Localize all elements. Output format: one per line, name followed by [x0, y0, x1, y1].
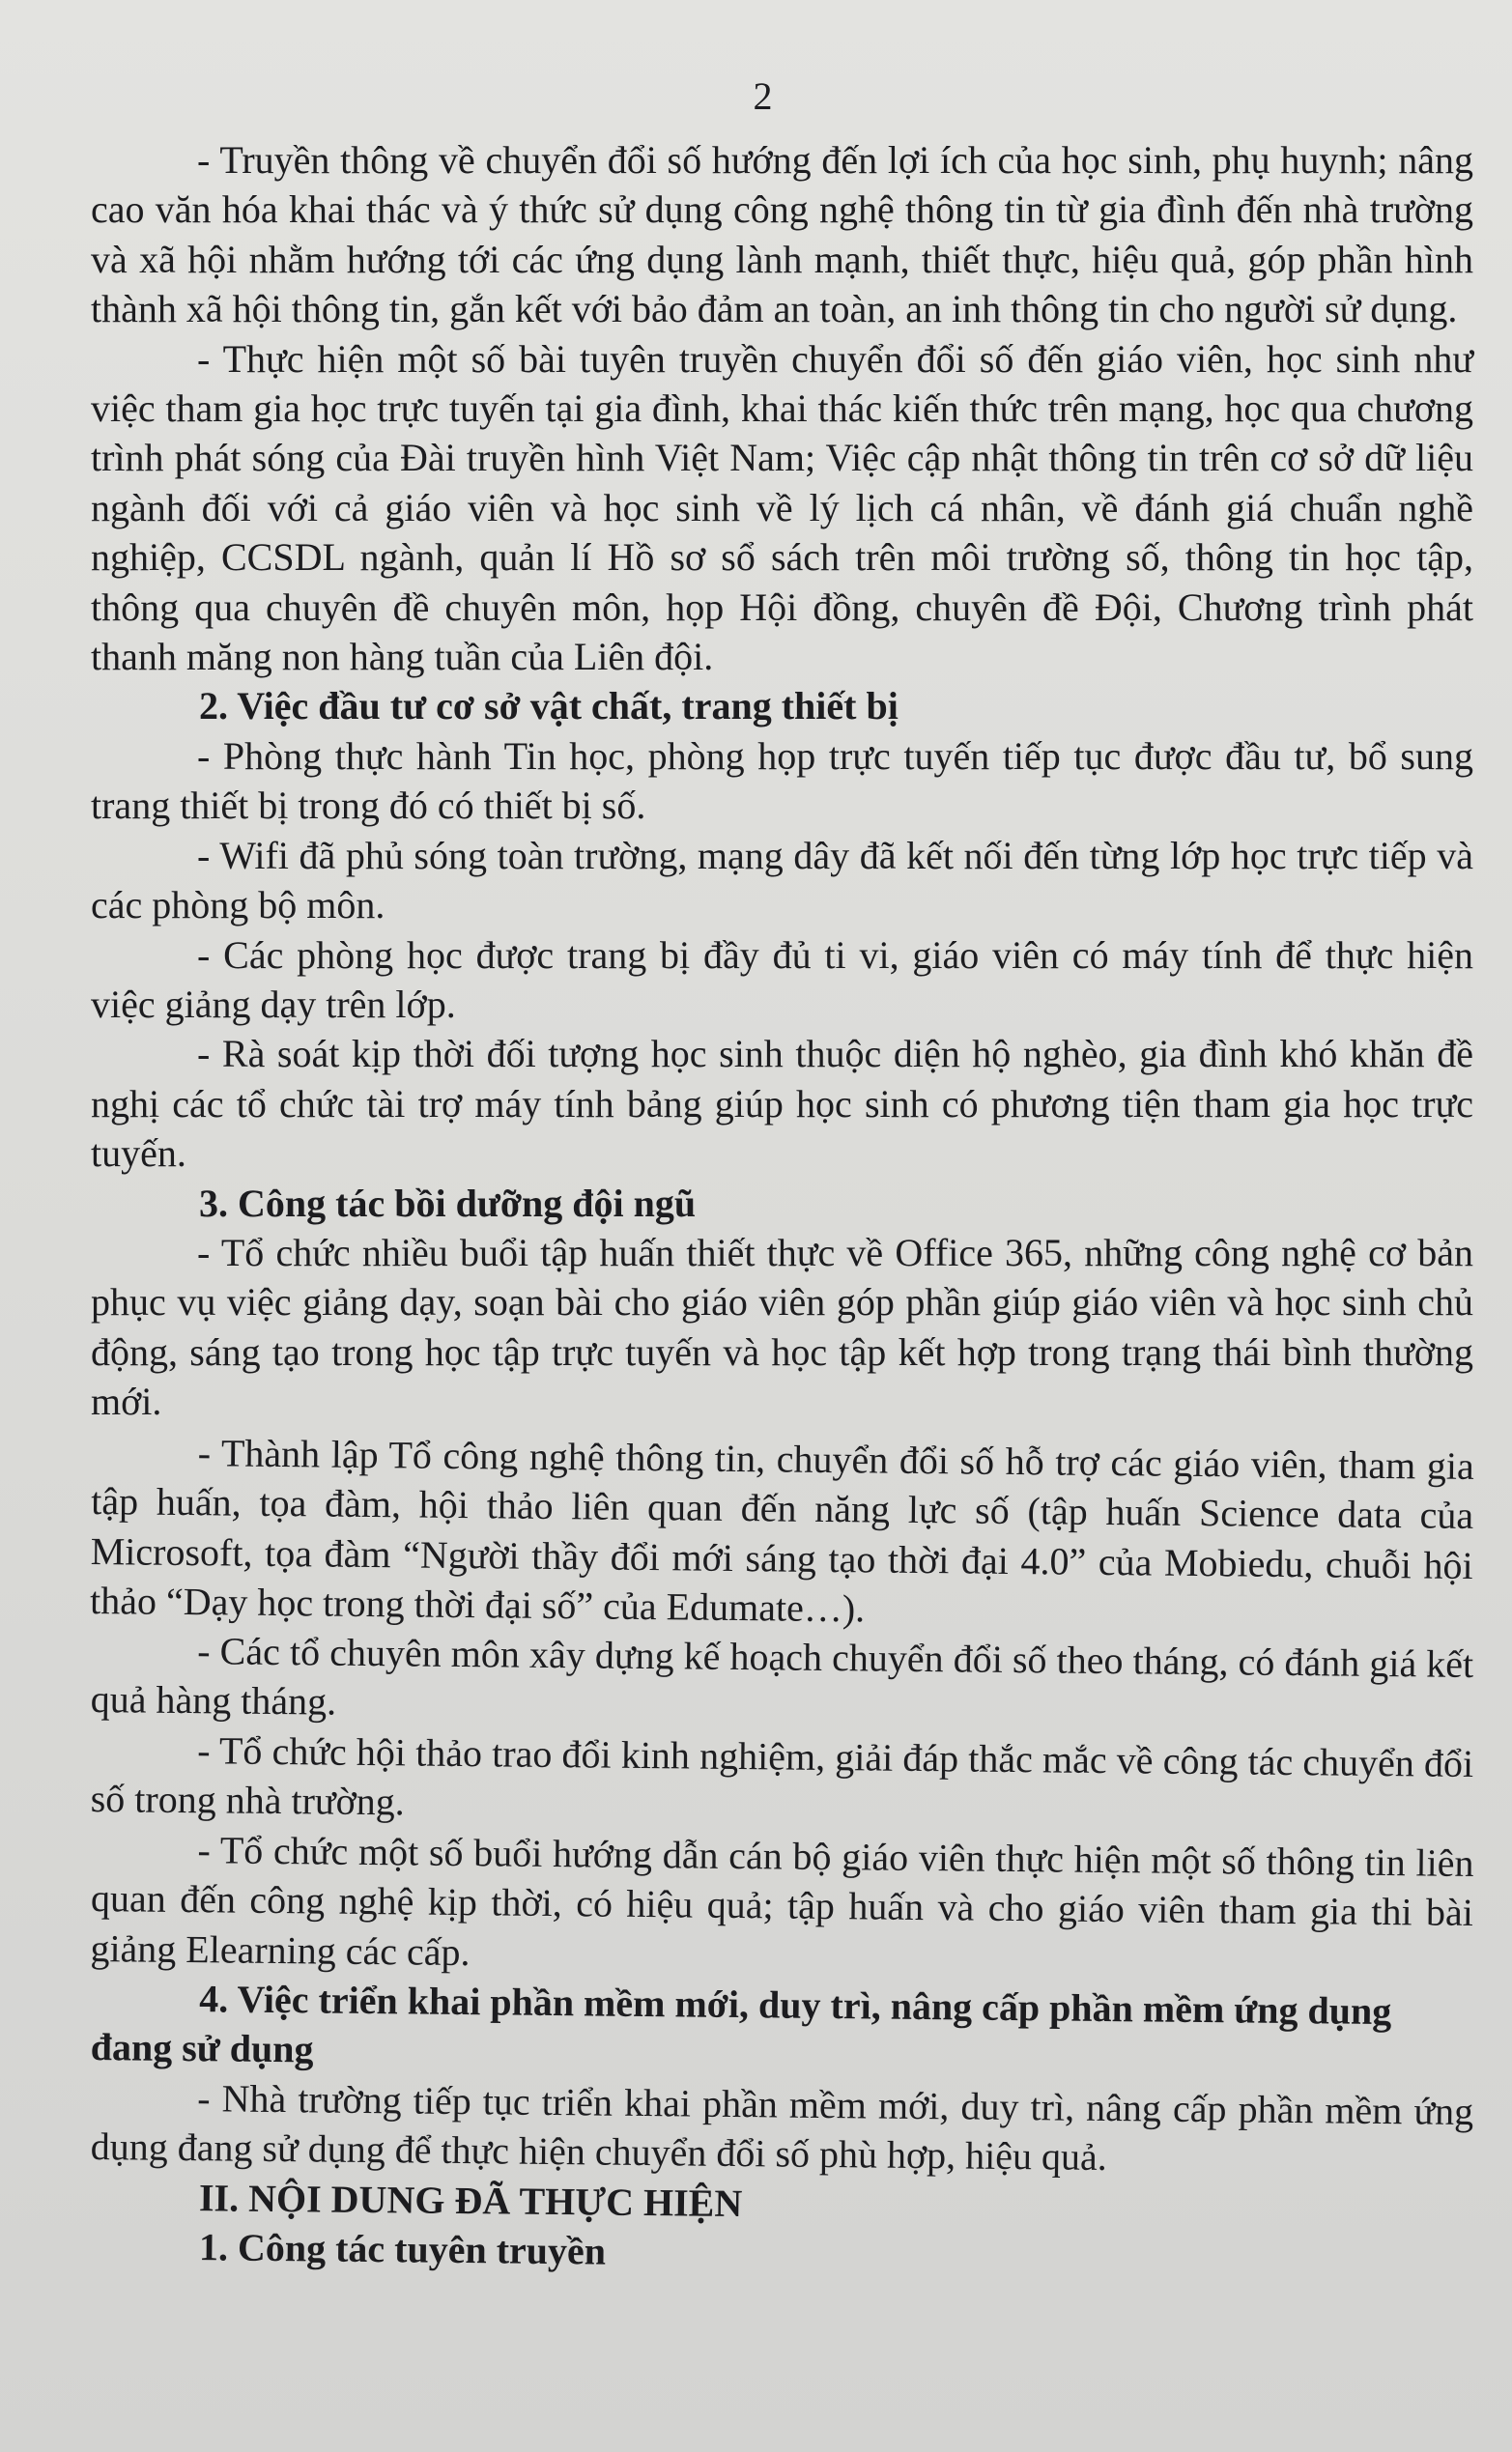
paragraph-guidance-sessions: - Tổ chức một số buổi hướng dẫn cán bộ giáo viên thực hiện một số thông tin liên quan đến công nghệ kịp thời, có hiệu quả; tập huấn và cho giáo viên tham gia thi bài giảng Elearning các cấp. [90, 1827, 1474, 1974]
page-number: 2 [753, 74, 773, 118]
section-heading-communication-work: 1. Công tác tuyên truyền [198, 2225, 607, 2273]
paragraph-monthly-plan: - Các tổ chuyên môn xây dựng kế hoạch chuyển đổi số theo tháng, có đánh giá kết quả hàng tháng. [90, 1629, 1474, 1725]
paragraph-communication-benefits: - Truyền thông về chuyển đổi số hướng đến lợi ích của học sinh, phụ huynh; nâng cao văn hóa khai thác và ý thức sử dụng công nghệ thông tin từ gia đình đến nhà trường và xã hội nhằm hướng tới các ứng dụng lành mạnh, thiết thực, hiệu quả, góp phần hình thành xã hội thông tin, gắn kết với bảo đảm an toàn, an inh thông tin cho người sử dụng. [91, 138, 1473, 331]
paragraph-classroom-tv: - Các phòng học được trang bị đầy đủ ti vi, giáo viên có máy tính để thực hiện việc giảng dạy trên lớp. [91, 932, 1473, 1026]
document-body [89, 135, 1474, 2273]
paragraph-software-deployment: - Nhà trường tiếp tục triển khai phần mềm mới, duy trì, nâng cấp phần mềm ứng dụng đang sử dụng để thực hiện chuyển đổi số phù hợp, hiệu quả. [90, 2075, 1474, 2180]
section-heading-implemented-content: II. NỘI DUNG ĐÃ THỰC HIỆN [198, 2175, 743, 2225]
paragraph-computer-lab: - Phòng thực hành Tin học, phòng họp trực tuyến tiếp tục được đầu tư, bổ sung trang thiết bị trong đó có thiết bị số. [91, 733, 1473, 828]
paragraph-workshop: - Tổ chức hội thảo trao đổi kinh nghiệm, giải đáp thắc mắc về công tác chuyển đổi số trong nhà trường. [90, 1728, 1474, 1824]
paragraph-tablet-support: - Rà soát kịp thời đối tượng học sinh thuộc diện hộ nghèo, gia đình khó khăn đề nghị các tổ chức tài trợ máy tính bảng giúp học sinh có phương tiện tham gia học trực tuyến. [91, 1032, 1473, 1176]
paragraph-it-team: - Thành lập Tổ công nghệ thông tin, chuyển đổi số hỗ trợ các giáo viên, tham gia tập huấn, tọa đàm, hội thảo liên quan đến năng lực số (tập huấn Science data của Microsoft, tọa đàm “Người thầy đổi mới sáng tạo thời đại 4.0” của Mobiedu, chuỗi hội thảo “Dạy học trong thời đại số” của Edumate…). [89, 1430, 1474, 1631]
section-heading-software: 4. Việc triển khai phần mềm mới, duy trì, nâng cấp phần mềm ứng dụng đang sử dụng [90, 1977, 1392, 2071]
paragraph-office365-training: - Tổ chức nhiều buổi tập huấn thiết thực về Office 365, những công nghệ cơ bản phục vụ việc giảng dạy, soạn bài cho giáo viên góp phần giúp giáo viên và học sinh chủ động, sáng tạo trong học tập trực tuyến và học tập kết hợp trong trạng thái bình thường mới. [91, 1230, 1473, 1424]
paragraph-propaganda-activities: - Thực hiện một số bài tuyên truyền chuyển đổi số đến giáo viên, học sinh như việc tham gia học trực tuyến tại gia đình, khai thác kiến thức trên mạng, học qua chương trình phát sóng của Đài truyền hình Việt Nam; Việc cập nhật thông tin trên cơ sở dữ liệu ngành đối với cả giáo viên và học sinh về lý lịch cá nhân, về đánh giá chuẩn nghề nghiệp, CCSDL ngành, quản lí Hồ sơ sổ sách trên môi trường số, thông tin học tập, thông qua chuyên đề chuyên môn, họp Hội đồng, chuyên đề Đội, Chương trình phát thanh măng non hàng tuần của Liên đội. [91, 336, 1473, 679]
paragraph-wifi: - Wifi đã phủ sóng toàn trường, mạng dây đã kết nối đến từng lớp học trực tiếp và các phòng bộ môn. [91, 833, 1473, 927]
section-heading-staff-training: 3. Công tác bồi dưỡng đội ngũ [199, 1181, 697, 1225]
section-heading-infrastructure: 2. Việc đầu tư cơ sở vật chất, trang thiết bị [199, 684, 899, 728]
